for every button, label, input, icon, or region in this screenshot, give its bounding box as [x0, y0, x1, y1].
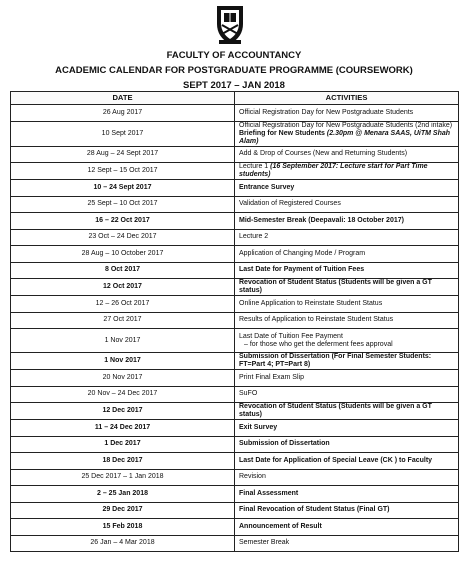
- row-date: 12 Dec 2017: [11, 403, 235, 420]
- row-date: 11 – 24 Dec 2017: [11, 420, 235, 437]
- row-activity: SuFO: [235, 386, 459, 403]
- table-row: [11, 403, 459, 420]
- activities-column-header: ACTIVITIES: [235, 92, 459, 105]
- table-row: [11, 353, 459, 370]
- row-activity: Semester Break: [235, 535, 459, 552]
- row-activity: Lecture 2: [235, 229, 459, 246]
- row-activity: Last Date for Application of Special Leave (CK ) to Faculty: [235, 453, 459, 470]
- calendar-period: SEPT 2017 – JAN 2018: [183, 80, 285, 91]
- row-date: 28 Aug – 10 October 2017: [11, 246, 235, 263]
- row-activity-cell: [235, 329, 459, 353]
- row-activity: Final Assessment: [235, 486, 459, 503]
- calendar-table: [10, 91, 459, 552]
- row-date: 28 Aug – 24 Sept 2017: [11, 146, 235, 163]
- university-crest-icon: [213, 4, 247, 46]
- row-activity-cell: [235, 163, 459, 180]
- table-row: [11, 436, 459, 453]
- row-date: 12 Sept – 15 Oct 2017: [11, 163, 235, 180]
- table-row: [11, 296, 459, 313]
- row-activity: Submission of Dissertation: [235, 436, 459, 453]
- row-activity: Official Registration Day for New Postgraduate Students: [235, 105, 459, 122]
- row-date: 12 Oct 2017: [11, 279, 235, 296]
- row-activity: Revocation of Student Status (Students will be given a GT status): [235, 403, 459, 420]
- row-date: 8 Oct 2017: [11, 262, 235, 279]
- table-row: [11, 105, 459, 122]
- row-activity: Final Revocation of Student Status (Final GT): [235, 502, 459, 519]
- row-date: 1 Nov 2017: [11, 329, 235, 353]
- table-row: [11, 386, 459, 403]
- row-activity: Add & Drop of Courses (New and Returning Students): [235, 146, 459, 163]
- row-date: 18 Dec 2017: [11, 453, 235, 470]
- row-activity: Revocation of Student Status (Students will be given a GT status): [235, 279, 459, 296]
- row-date: 10 – 24 Sept 2017: [11, 180, 235, 197]
- row-activity: Revision: [235, 469, 459, 486]
- row-activity: Last Date for Payment of Tuition Fees: [235, 262, 459, 279]
- row-date: 12 – 26 Oct 2017: [11, 296, 235, 313]
- table-row: [11, 486, 459, 503]
- row-date: 16 – 22 Oct 2017: [11, 213, 235, 230]
- calendar-title: ACADEMIC CALENDAR FOR POSTGRADUATE PROGRAMME (COURSEWORK): [55, 65, 413, 76]
- row-activity: Online Application to Reinstate Student Status: [235, 296, 459, 313]
- table-row: [11, 213, 459, 230]
- table-row: [11, 146, 459, 163]
- table-header-row: [11, 92, 459, 105]
- table-row: [11, 370, 459, 387]
- row-activity: Announcement of Result: [235, 519, 459, 536]
- table-row: [11, 246, 459, 263]
- row-activity: Lecture 1: [239, 163, 271, 170]
- row-activity-line2: [239, 130, 454, 146]
- briefing-venue: (2.30pm @ Menara SAAS, UiTM Shah Alam): [239, 129, 451, 145]
- row-activity: Last Date of Tuition Fee Payment: [239, 332, 343, 340]
- row-activity: Submission of Dissertation (For Final Semester Students: FT=Part 4; PT=Part 8): [235, 353, 459, 370]
- row-date: 29 Dec 2017: [11, 502, 235, 519]
- row-activity: Official Registration Day for New Postgraduate Students (2nd intake): [239, 121, 453, 129]
- table-row: [11, 329, 459, 353]
- row-date: 15 Feb 2018: [11, 519, 235, 536]
- table-row: [11, 469, 459, 486]
- row-activity: Exit Survey: [235, 420, 459, 437]
- table-row: [11, 196, 459, 213]
- faculty-name: FACULTY OF ACCOUNTANCY: [166, 50, 302, 61]
- row-activity: Entrance Survey: [235, 180, 459, 197]
- table-row: [11, 163, 459, 180]
- row-date: 26 Jan – 4 Mar 2018: [11, 535, 235, 552]
- table-row: [11, 279, 459, 296]
- table-row: [11, 519, 459, 536]
- table-row: [11, 312, 459, 329]
- row-date: 2 – 25 Jan 2018: [11, 486, 235, 503]
- row-activity: Validation of Registered Courses: [235, 196, 459, 213]
- row-date: 26 Aug 2017: [11, 105, 235, 122]
- briefing-text: Briefing for New Students: [239, 129, 327, 137]
- row-date: 20 Nov – 24 Dec 2017: [11, 386, 235, 403]
- table-row: [11, 121, 459, 146]
- row-date: 25 Dec 2017 – 1 Jan 2018: [11, 469, 235, 486]
- row-date: 20 Nov 2017: [11, 370, 235, 387]
- row-activity: Application of Changing Mode / Program: [235, 246, 459, 263]
- row-activity: Mid-Semester Break (Deepavali: 18 October 2017): [235, 213, 459, 230]
- table-row: [11, 262, 459, 279]
- table-row: [11, 502, 459, 519]
- table-row: [11, 535, 459, 552]
- row-date: 1 Dec 2017: [11, 436, 235, 453]
- row-activity-line2: – for those who get the deferment fees approval: [244, 340, 393, 348]
- table-row: [11, 180, 459, 197]
- row-activity: Print Final Exam Slip: [235, 370, 459, 387]
- row-activity-cell: [235, 121, 459, 146]
- row-activity: Results of Application to Reinstate Student Status: [235, 312, 459, 329]
- row-date: 10 Sept 2017: [11, 121, 235, 146]
- table-row: [11, 453, 459, 470]
- date-column-header: DATE: [11, 92, 235, 105]
- row-date: 23 Oct – 24 Dec 2017: [11, 229, 235, 246]
- table-row: [11, 229, 459, 246]
- row-activity-note: (16 September 2017: Lecture start for Part Time students): [239, 163, 428, 178]
- row-date: 27 Oct 2017: [11, 312, 235, 329]
- row-date: 25 Sept – 10 Oct 2017: [11, 196, 235, 213]
- row-date: 1 Nov 2017: [11, 353, 235, 370]
- table-row: [11, 420, 459, 437]
